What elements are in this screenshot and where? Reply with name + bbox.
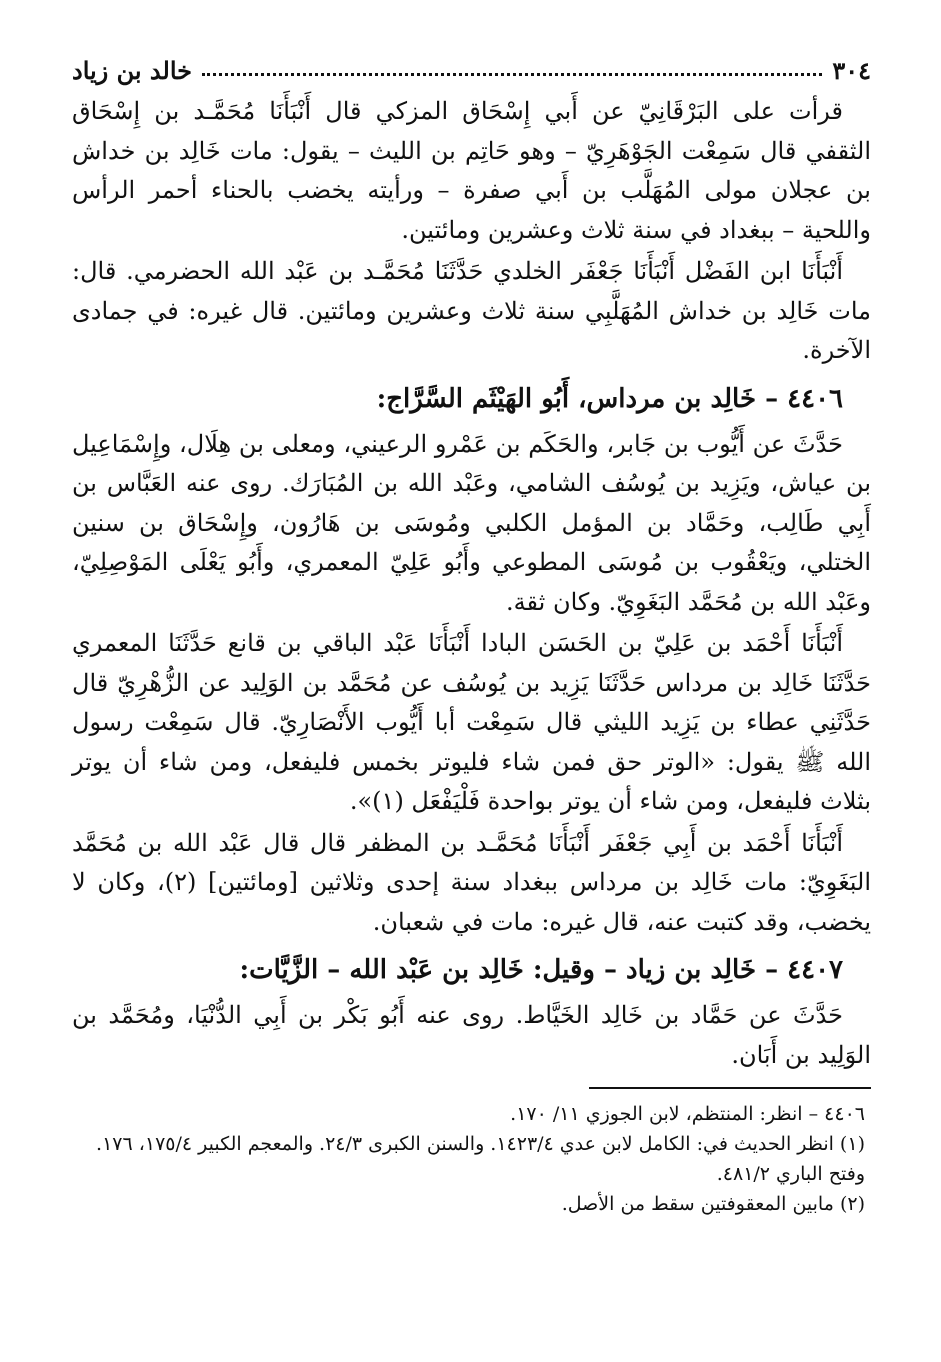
footnote: ٤٤٠٦ – انظر: المنتظم، لابن الجوزي ١١/ ١٧٠. [510,1103,865,1125]
footnote: (١) انظر الحديث في: الكامل لابن عدي ١٤٢٣/٤. والسنن الكبرى ٢٤/٣. والمعجم الكبير ١٧٥/٤، ١٧٦. وفتح الباري ٤٨١/٢. [96,1133,865,1185]
page-number: ٣٠٤ [832,55,871,85]
paragraph: أَنْبَأَنَا أَحْمَد بن أَبِي جَعْفَر أَنْبَأَنَا مُحَمَّـد بن المظفر قال قال عَبْد الله بن مُحَمَّد البَغَوِيّ: مات خَالِد بن مرداس ببغداد سنة إحدى وثلاثين [ومائتين] (٢)، وكان لا يخضب، وقد كتبت عنه، قال غيره: مات في شعبان. [72,828,871,936]
paragraph: حَدَّثَ عن أَيُّوب بن جَابر، والحَكَم بن عَمْرو الرعيني، ومعلى بن هِلَال، وإِسْمَاعِيل بن عياش، ويَزِيد بن يُوسُف الشامي، وعَبْد الله بن المُبَارَك. روى عنه العَبَّاس بن أَبِي طَالِب، وحَمَّاد بن المؤمل الكلبي ومُوسَى بن هَارُون، وإِسْحَاق بن سنين الختلي، ويَعْقُوب بن مُوسَى المطوعي وأَبُو عَلِيّ المعمري، وأَبُو يَعْلَى المَوْصِلِيّ، وعَبْد الله بن مُحَمَّد البَغَوِيّ. وكان ثقة. [72,429,871,616]
entry-heading-4406: ٤٤٠٦ – خَالِد بن مرداس، أَبُو الهَيْثَم السَّرَّاج: [376,383,843,414]
running-title: خالد بن زياد [72,55,192,85]
footnote-divider [589,1087,871,1089]
page-header [72,48,871,92]
entry-heading-4407: ٤٤٠٧ – خَالِد بن زياد – وقيل: خَالِد بن عَبْد الله – الزَّيَّات: [239,955,843,985]
paragraph: قرأت على البَرْقَانِيّ عن أَبي إِسْحَاق المزكي قال أَنْبَأَنَا مُحَمَّـد بن إِسْحَاق الثقفي قال سَمِعْت الجَوْهَرِيّ – وهو حَاتِم بن الليث – يقول: مات خَالِد بن خداش بن عجلان مولى المُهَلَّب بن أَبي صفرة – ورأيته يخضب بالحناء أحمر الرأس واللحية – ببغداد في سنة ثلاث وعشرين ومائتين. [72,97,871,244]
footnote: (٢) مابين المعقوفتين سقط من الأصل. [561,1193,865,1215]
paragraph: حَدَّثَ عن حَمَّاد بن خَالِد الخَيَّاط. روى عنه أَبُو بَكْر بن أَبِي الدُّنْيَا، ومُحَمَّد بن الوَلِيد بن أَبَان. [72,1001,871,1069]
paragraph: أَنْبَأَنَا ابن الفَضْل أَنْبَأَنَا جَعْفَر الخلدي حَدَّثَنَا مُحَمَّـد بن عَبْد الله الحضرمي. قال: مات خَالِد بن خداش المُهَلَّبِي سنة ثلاث وعشرين ومائتين. قال غيره: في جمادى الآخرة. [72,257,871,364]
leader-dots [202,73,822,76]
paragraph: أَنْبَأَنَا أَحْمَد بن عَلِيّ بن الحَسَن البادا أَنْبَأَنَا عَبْد الباقي بن قانع حَدَّثَنَا المعمري حَدَّثَنَا خَالِد بن مرداس حَدَّثَنَا يَزِيد بن يُوسُف عن مُحَمَّد بن الوَلِيد عن الزُّهْرِيّ قال حَدَّثَنِي عطاء بن يَزِيد الليثي قال سَمِعْت أبا أَيُّوب الأَنْصَارِيّ. قال سَمِعْت رسول الله ﷺ يقول: «الوتر حق فمن شاء فليوتر بخمس فليفعل، ومن شاء أن يوتر بثلاث فليفعل، ومن شاء أن يوتر بواحدة فَلْيَفْعَل (١)». [72,629,871,815]
